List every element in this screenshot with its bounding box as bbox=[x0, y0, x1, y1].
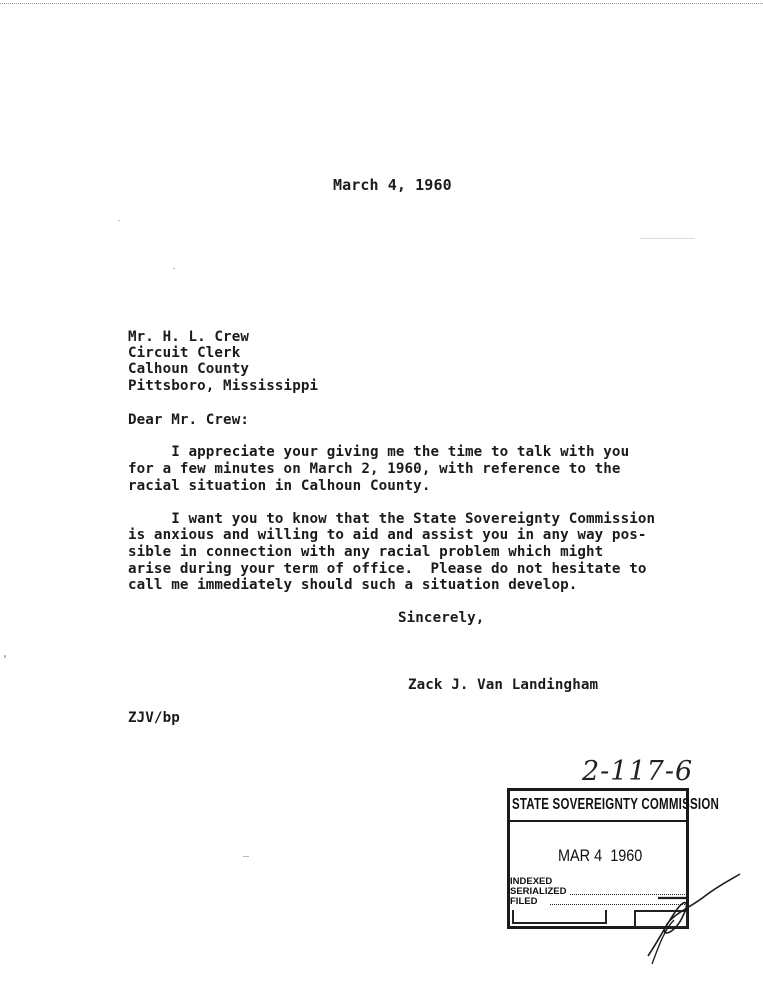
reference-initials: ZJV/bp bbox=[128, 710, 180, 726]
scan-edge-line bbox=[0, 3, 763, 4]
commission-received-stamp bbox=[500, 780, 720, 932]
handwritten-file-number: 2-117-6 bbox=[582, 756, 694, 787]
scan-speck bbox=[243, 856, 249, 857]
scan-speck bbox=[118, 220, 120, 221]
stamp-label-serialized: SERIALIZED bbox=[510, 886, 567, 897]
paragraph-line: racial situation in Calhoun County. bbox=[128, 478, 431, 494]
stamp-label-indexed: INDEXED bbox=[510, 876, 553, 887]
salutation: Dear Mr. Crew: bbox=[128, 412, 249, 428]
paragraph-line: sible in connection with any racial problem which might bbox=[128, 544, 604, 560]
stamp-title: STATE SOVEREIGNTY COMMISSION bbox=[512, 796, 720, 813]
address-line: Pittsboro, Mississippi bbox=[128, 378, 319, 394]
paragraph-line: for a few minutes on March 2, 1960, with reference to the bbox=[128, 461, 621, 477]
paragraph-line: I appreciate your giving me the time to talk with you bbox=[128, 444, 630, 460]
paragraph-line: is anxious and willing to aid and assist you in any way pos- bbox=[128, 527, 647, 543]
scan-speck bbox=[640, 238, 695, 239]
scan-speck bbox=[4, 655, 6, 658]
address-line: Circuit Clerk bbox=[128, 345, 241, 361]
signature-name: Zack J. Van Landingham bbox=[408, 677, 599, 693]
initials-scribble-icon bbox=[630, 868, 750, 978]
closing: Sincerely, bbox=[398, 610, 485, 626]
paragraph-line: call me immediately should such a situation develop. bbox=[128, 577, 578, 593]
stamp-date: MAR 4 1960 bbox=[558, 846, 643, 865]
paragraph-line: arise during your term of office. Please do not hesitate to bbox=[128, 561, 647, 577]
stamp-bottom-box-left bbox=[512, 910, 607, 924]
paragraph-line: I want you to know that the State Sovereignty Commission bbox=[128, 511, 656, 527]
address-line: Mr. H. L. Crew bbox=[128, 329, 249, 345]
scan-speck bbox=[173, 268, 175, 269]
letter-date: March 4, 1960 bbox=[333, 176, 452, 194]
stamp-divider bbox=[508, 820, 689, 822]
address-line: Calhoun County bbox=[128, 361, 249, 377]
stamp-label-filed: FILED bbox=[510, 896, 538, 907]
